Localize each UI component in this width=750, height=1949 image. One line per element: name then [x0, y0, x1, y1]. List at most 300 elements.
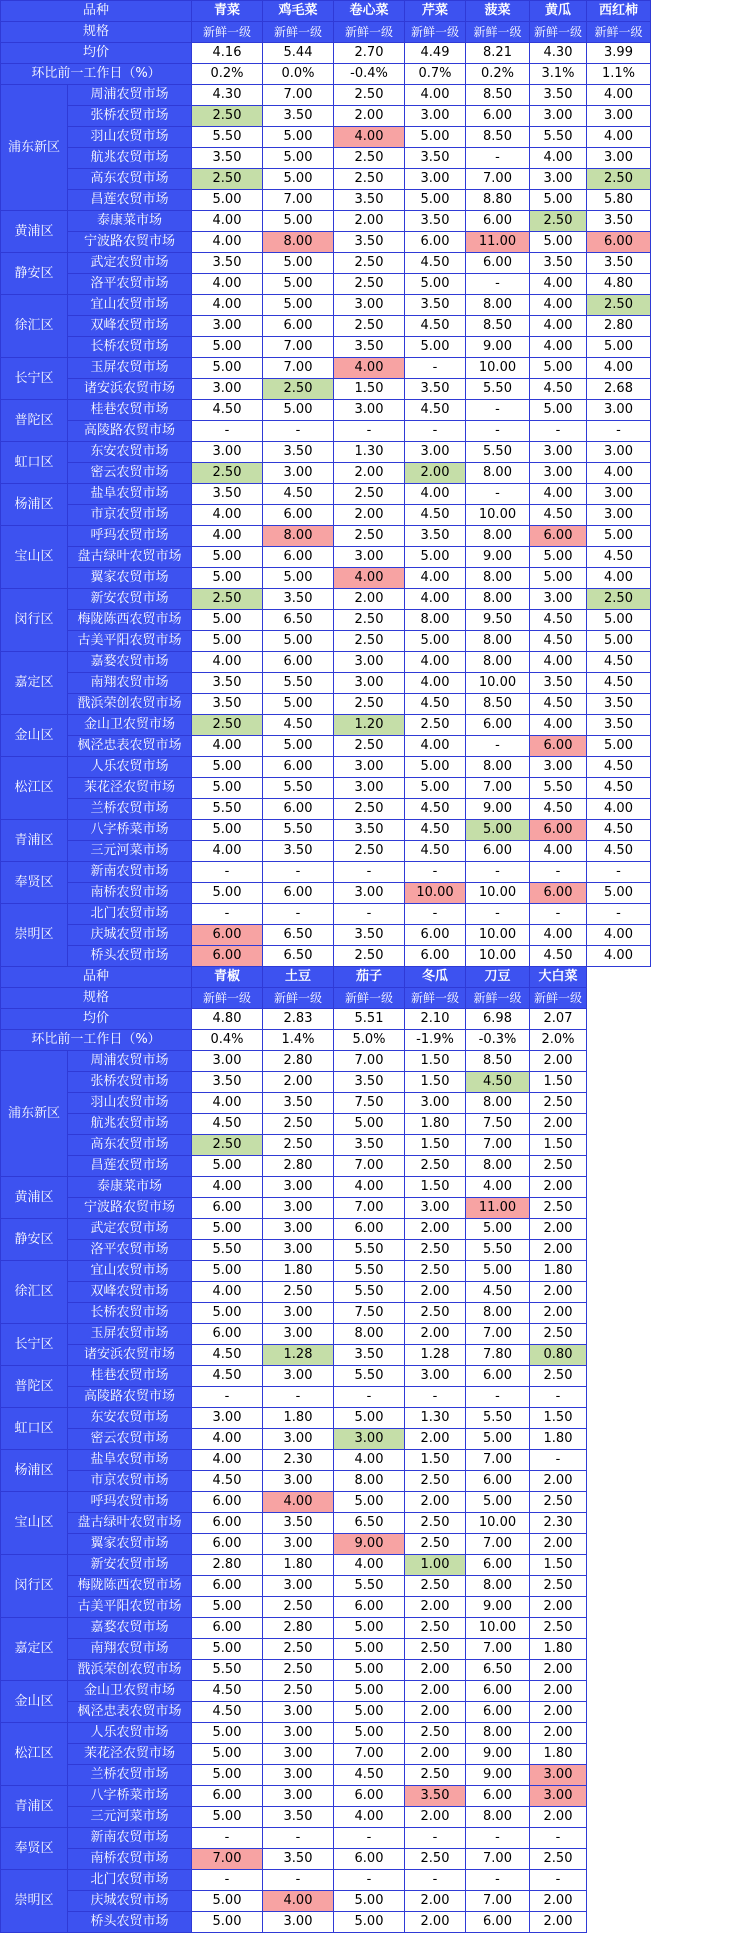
price-cell: 3.00 — [405, 1366, 466, 1387]
price-cell: 4.00 — [263, 1891, 334, 1912]
market-name: 航兆农贸市场 — [68, 148, 192, 169]
price-cell: 5.00 — [192, 1744, 263, 1765]
price-cell: - — [405, 862, 466, 883]
empty-cell — [587, 1576, 651, 1597]
price-cell: 2.80 — [192, 1555, 263, 1576]
market-row — [1, 1408, 651, 1429]
price-cell: 4.00 — [405, 589, 466, 610]
price-cell: 4.50 — [587, 547, 651, 568]
empty-cell — [587, 1366, 651, 1387]
price-cell: 4.00 — [530, 484, 587, 505]
price-cell: 2.00 — [530, 1723, 587, 1744]
price-cell: 10.00 — [466, 925, 530, 946]
empty-cell — [587, 1912, 651, 1933]
empty-cell — [587, 1450, 651, 1471]
price-cell: 2.50 — [405, 1723, 466, 1744]
market-name: 盐阜农贸市场 — [68, 484, 192, 505]
price-cell: 2.50 — [334, 169, 405, 190]
district-name: 徐汇区 — [1, 1261, 68, 1324]
market-name: 东安农贸市场 — [68, 1408, 192, 1429]
market-name: 枫泾忠表农贸市场 — [68, 736, 192, 757]
empty-cell — [587, 1324, 651, 1345]
price-cell: 8.00 — [466, 526, 530, 547]
price-cell: 8.00 — [466, 1303, 530, 1324]
price-cell: 3.00 — [587, 442, 651, 463]
price-cell: 8.00 — [466, 1807, 530, 1828]
price-cell: 8.00 — [466, 568, 530, 589]
price-cell: 3.00 — [334, 400, 405, 421]
price-cell: 4.50 — [405, 253, 466, 274]
price-cell: 5.00 — [192, 1261, 263, 1282]
price-cell: 10.00 — [466, 358, 530, 379]
price-cell: 7.00 — [466, 1891, 530, 1912]
change-value: 1.4% — [263, 1030, 334, 1051]
price-cell: 6.00 — [192, 1576, 263, 1597]
price-cell: 4.00 — [192, 1450, 263, 1471]
empty-cell — [587, 988, 651, 1009]
price-cell: 5.00 — [263, 400, 334, 421]
price-cell: 4.80 — [587, 274, 651, 295]
price-cell: 6.00 — [466, 1366, 530, 1387]
price-cell: 5.00 — [530, 400, 587, 421]
price-cell: 5.00 — [334, 1723, 405, 1744]
price-cell: 5.00 — [587, 610, 651, 631]
district-name: 闵行区 — [1, 589, 68, 652]
market-name: 南桥农贸市场 — [68, 1849, 192, 1870]
price-cell: 6.00 — [405, 232, 466, 253]
change-value: -1.9% — [405, 1030, 466, 1051]
district-name: 松江区 — [1, 757, 68, 820]
price-cell: 5.50 — [466, 1240, 530, 1261]
average-value: 4.80 — [192, 1009, 263, 1030]
product-name: 黄瓜 — [530, 1, 587, 22]
market-row — [1, 1513, 651, 1534]
market-row — [1, 1072, 651, 1093]
market-row — [1, 841, 651, 862]
price-cell: 3.50 — [405, 526, 466, 547]
price-cell: 7.00 — [466, 1135, 530, 1156]
price-cell: 3.50 — [587, 694, 651, 715]
price-cell: 6.00 — [192, 1786, 263, 1807]
market-row — [1, 652, 651, 673]
product-name: 刀豆 — [466, 967, 530, 988]
product-name: 鸡毛菜 — [263, 1, 334, 22]
price-cell: 3.00 — [334, 673, 405, 694]
market-name: 南翔农贸市场 — [68, 673, 192, 694]
change-label: 环比前一工作日（%） — [1, 64, 192, 85]
price-cell: 3.00 — [587, 148, 651, 169]
price-cell: 6.00 — [192, 1324, 263, 1345]
price-cell: 3.00 — [587, 400, 651, 421]
price-cell: 2.50 — [334, 253, 405, 274]
market-name: 新南农贸市场 — [68, 862, 192, 883]
market-name: 南翔农贸市场 — [68, 1639, 192, 1660]
price-cell: 2.50 — [334, 148, 405, 169]
price-cell: - — [192, 1828, 263, 1849]
price-cell: 3.00 — [263, 1765, 334, 1786]
market-name: 梅陇陈西农贸市场 — [68, 610, 192, 631]
empty-cell — [587, 1072, 651, 1093]
market-row — [1, 1093, 651, 1114]
price-cell: 2.50 — [334, 694, 405, 715]
price-cell: 1.50 — [530, 1135, 587, 1156]
price-cell: - — [530, 862, 587, 883]
price-cell: 1.50 — [530, 1408, 587, 1429]
price-cell: - — [334, 862, 405, 883]
price-cell: 6.00 — [405, 925, 466, 946]
price-cell: 8.00 — [466, 757, 530, 778]
price-cell: 2.80 — [263, 1051, 334, 1072]
district-name: 松江区 — [1, 1723, 68, 1786]
price-cell: 6.00 — [334, 1597, 405, 1618]
price-cell: 2.00 — [263, 1072, 334, 1093]
price-cell: 2.00 — [334, 211, 405, 232]
price-cell: 5.00 — [192, 1639, 263, 1660]
price-cell: 7.50 — [334, 1303, 405, 1324]
price-cell: 6.00 — [263, 316, 334, 337]
price-cell: 9.00 — [466, 337, 530, 358]
price-cell: 5.00 — [263, 274, 334, 295]
market-name: 诸安浜农贸市场 — [68, 379, 192, 400]
price-cell: 2.50 — [334, 799, 405, 820]
market-row — [1, 1366, 651, 1387]
price-cell: 3.00 — [530, 106, 587, 127]
price-cell: 4.50 — [530, 799, 587, 820]
change-value: 2.0% — [530, 1030, 587, 1051]
price-cell: 2.50 — [405, 1849, 466, 1870]
price-cell: 5.00 — [530, 190, 587, 211]
price-cell: 6.00 — [466, 1681, 530, 1702]
price-cell: 5.00 — [334, 1114, 405, 1135]
price-cell: 7.80 — [466, 1345, 530, 1366]
price-cell: 5.00 — [334, 1681, 405, 1702]
price-cell: 2.50 — [530, 1576, 587, 1597]
price-cell: - — [263, 1387, 334, 1408]
price-cell: - — [587, 904, 651, 925]
price-cell: 2.50 — [334, 610, 405, 631]
market-row — [1, 799, 651, 820]
spec-label: 规格 — [1, 988, 192, 1009]
price-cell: 4.00 — [587, 568, 651, 589]
price-cell: 6.00 — [192, 925, 263, 946]
price-cell: 6.00 — [192, 1534, 263, 1555]
price-cell: 4.00 — [192, 1093, 263, 1114]
price-cell: 5.00 — [263, 148, 334, 169]
price-cell: 5.00 — [334, 1639, 405, 1660]
price-cell: 3.00 — [263, 1324, 334, 1345]
average-value: 8.21 — [466, 43, 530, 64]
price-cell: 5.50 — [466, 1408, 530, 1429]
price-cell: 2.50 — [530, 1849, 587, 1870]
market-row — [1, 1240, 651, 1261]
district-name: 长宁区 — [1, 1324, 68, 1366]
price-cell: 6.00 — [466, 106, 530, 127]
price-cell: 8.00 — [466, 589, 530, 610]
price-cell: 3.00 — [530, 463, 587, 484]
product-header-row — [1, 967, 651, 988]
price-cell: 2.50 — [334, 736, 405, 757]
market-name: 宁波路农贸市场 — [68, 1198, 192, 1219]
empty-cell — [587, 1345, 651, 1366]
price-cell: 5.00 — [530, 358, 587, 379]
price-cell: 2.50 — [192, 463, 263, 484]
price-cell: - — [530, 1450, 587, 1471]
price-cell: 3.50 — [263, 1093, 334, 1114]
price-cell: - — [192, 1387, 263, 1408]
market-row — [1, 631, 651, 652]
price-cell: 8.50 — [466, 127, 530, 148]
price-cell: 2.50 — [263, 1639, 334, 1660]
price-cell: 3.50 — [405, 379, 466, 400]
price-cell: 6.00 — [466, 1912, 530, 1933]
price-cell: 3.00 — [263, 1240, 334, 1261]
price-cell: 3.50 — [334, 190, 405, 211]
market-row — [1, 379, 651, 400]
market-name: 高陵路农贸市场 — [68, 421, 192, 442]
price-cell: - — [263, 1870, 334, 1891]
price-cell: - — [466, 400, 530, 421]
price-cell: 6.50 — [466, 1660, 530, 1681]
price-cell: 5.00 — [587, 631, 651, 652]
market-name: 北门农贸市场 — [68, 904, 192, 925]
price-cell: 2.00 — [530, 1471, 587, 1492]
spec-value: 新鲜一级 — [466, 988, 530, 1009]
price-cell: 4.00 — [192, 274, 263, 295]
price-cell: 4.00 — [192, 1177, 263, 1198]
market-row — [1, 1618, 651, 1639]
market-row — [1, 1576, 651, 1597]
market-row — [1, 1702, 651, 1723]
price-cell: 8.00 — [334, 1324, 405, 1345]
price-cell: 4.00 — [530, 715, 587, 736]
price-cell: 7.00 — [263, 337, 334, 358]
price-cell: 3.00 — [530, 589, 587, 610]
price-cell: 3.50 — [192, 694, 263, 715]
price-cell: - — [466, 904, 530, 925]
price-cell: 4.00 — [192, 841, 263, 862]
price-cell: 2.50 — [530, 1366, 587, 1387]
price-cell: 6.00 — [192, 1618, 263, 1639]
price-cell: - — [192, 421, 263, 442]
average-value: 6.98 — [466, 1009, 530, 1030]
market-name: 盘古绿叶农贸市场 — [68, 547, 192, 568]
price-cell: 8.00 — [466, 652, 530, 673]
price-cell: 3.00 — [263, 1744, 334, 1765]
change-row — [1, 64, 651, 85]
price-cell: 4.50 — [530, 631, 587, 652]
price-cell: 3.00 — [405, 1093, 466, 1114]
spec-value: 新鲜一级 — [192, 22, 263, 43]
price-cell: 3.00 — [530, 442, 587, 463]
market-name: 羽山农贸市场 — [68, 127, 192, 148]
change-value: -0.4% — [334, 64, 405, 85]
price-cell: 2.00 — [405, 1912, 466, 1933]
price-cell: 3.00 — [587, 505, 651, 526]
market-row — [1, 1282, 651, 1303]
price-cell: 5.00 — [192, 1765, 263, 1786]
price-cell: 2.50 — [405, 1471, 466, 1492]
market-row — [1, 169, 651, 190]
price-cell: 3.50 — [263, 442, 334, 463]
market-row — [1, 589, 651, 610]
spec-value: 新鲜一级 — [405, 988, 466, 1009]
price-cell: - — [530, 1387, 587, 1408]
market-name: 人乐农贸市场 — [68, 757, 192, 778]
price-cell: 6.00 — [466, 253, 530, 274]
market-row — [1, 1261, 651, 1282]
price-cell: 5.00 — [466, 820, 530, 841]
price-cell: 3.50 — [263, 106, 334, 127]
price-cell: 2.50 — [530, 1492, 587, 1513]
price-cell: - — [405, 1828, 466, 1849]
price-cell: 4.50 — [334, 1765, 405, 1786]
district-name: 静安区 — [1, 1219, 68, 1261]
price-cell: 3.50 — [334, 232, 405, 253]
spec-value: 新鲜一级 — [263, 988, 334, 1009]
product-name: 芹菜 — [405, 1, 466, 22]
price-cell: 10.00 — [466, 505, 530, 526]
price-cell: 4.50 — [587, 841, 651, 862]
price-cell: - — [405, 1387, 466, 1408]
price-cell: 3.50 — [334, 925, 405, 946]
price-cell: 2.00 — [405, 1492, 466, 1513]
price-cell: 4.50 — [192, 1471, 263, 1492]
price-cell: 3.00 — [263, 1534, 334, 1555]
price-cell: 3.50 — [587, 253, 651, 274]
price-cell: 3.00 — [334, 757, 405, 778]
price-cell: 3.50 — [334, 1135, 405, 1156]
price-cell: 4.50 — [405, 505, 466, 526]
price-cell: 2.00 — [405, 1744, 466, 1765]
price-cell: 2.50 — [263, 1282, 334, 1303]
price-cell: 1.50 — [405, 1450, 466, 1471]
price-cell: - — [192, 904, 263, 925]
price-cell: 5.50 — [334, 1240, 405, 1261]
empty-cell — [587, 1492, 651, 1513]
market-row — [1, 1219, 651, 1240]
price-cell: 6.50 — [263, 610, 334, 631]
price-cell: 7.00 — [263, 190, 334, 211]
market-name: 武定农贸市场 — [68, 253, 192, 274]
price-cell: 2.50 — [405, 1534, 466, 1555]
price-cell: 3.00 — [530, 757, 587, 778]
market-name: 长桥农贸市场 — [68, 337, 192, 358]
market-name: 呼玛农贸市场 — [68, 1492, 192, 1513]
price-cell: 3.00 — [263, 1702, 334, 1723]
market-name: 金山卫农贸市场 — [68, 715, 192, 736]
market-row — [1, 442, 651, 463]
district-name: 崇明区 — [1, 904, 68, 967]
price-cell: 4.00 — [405, 484, 466, 505]
price-cell: 7.00 — [466, 169, 530, 190]
price-cell: 4.50 — [192, 400, 263, 421]
price-cell: 4.50 — [405, 841, 466, 862]
market-name: 金山卫农贸市场 — [68, 1681, 192, 1702]
price-cell: 2.50 — [334, 316, 405, 337]
price-cell: 5.00 — [466, 1429, 530, 1450]
market-row — [1, 484, 651, 505]
market-row — [1, 862, 651, 883]
price-cell: 8.50 — [466, 85, 530, 106]
price-cell: 8.00 — [466, 463, 530, 484]
district-name: 金山区 — [1, 715, 68, 757]
price-cell: - — [405, 358, 466, 379]
market-name: 枫泾忠表农贸市场 — [68, 1702, 192, 1723]
district-name: 黄浦区 — [1, 1177, 68, 1219]
district-name: 普陀区 — [1, 1366, 68, 1408]
price-cell: 5.00 — [192, 1807, 263, 1828]
price-cell: 2.50 — [334, 274, 405, 295]
price-cell: 9.00 — [466, 547, 530, 568]
price-cell: 9.50 — [466, 610, 530, 631]
market-row — [1, 295, 651, 316]
market-name: 洛平农贸市场 — [68, 274, 192, 295]
market-name: 武定农贸市场 — [68, 1219, 192, 1240]
price-cell: - — [405, 1870, 466, 1891]
price-cell: 4.50 — [530, 505, 587, 526]
price-cell: 5.00 — [263, 736, 334, 757]
price-cell: 4.00 — [530, 316, 587, 337]
empty-cell — [587, 1828, 651, 1849]
price-cell: 1.50 — [334, 379, 405, 400]
price-cell: 4.00 — [192, 652, 263, 673]
market-name: 新安农贸市场 — [68, 1555, 192, 1576]
market-name: 茉花泾农贸市场 — [68, 1744, 192, 1765]
empty-cell — [587, 1219, 651, 1240]
market-row — [1, 190, 651, 211]
price-cell: 5.00 — [263, 127, 334, 148]
change-value: 0.2% — [192, 64, 263, 85]
price-cell: 4.50 — [587, 652, 651, 673]
market-row — [1, 883, 651, 904]
price-cell: 8.00 — [466, 1156, 530, 1177]
spec-value: 新鲜一级 — [466, 22, 530, 43]
market-name: 张桥农贸市场 — [68, 1072, 192, 1093]
price-cell: 5.00 — [587, 337, 651, 358]
price-cell: 2.00 — [530, 1240, 587, 1261]
market-row — [1, 1891, 651, 1912]
product-name: 菠菜 — [466, 1, 530, 22]
price-cell: 2.00 — [405, 463, 466, 484]
price-cell: 3.00 — [192, 379, 263, 400]
price-cell: 4.50 — [263, 715, 334, 736]
market-row — [1, 232, 651, 253]
price-cell: 6.50 — [263, 925, 334, 946]
price-cell: 4.00 — [334, 568, 405, 589]
price-cell: 8.00 — [263, 526, 334, 547]
price-cell: 3.50 — [405, 211, 466, 232]
market-name: 泰康菜市场 — [68, 1177, 192, 1198]
price-cell: 7.00 — [192, 1849, 263, 1870]
price-cell: 2.00 — [530, 1177, 587, 1198]
price-cell: 3.50 — [405, 295, 466, 316]
spec-label: 规格 — [1, 22, 192, 43]
price-cell: 3.00 — [263, 1723, 334, 1744]
market-name: 周浦农贸市场 — [68, 85, 192, 106]
market-row — [1, 106, 651, 127]
average-row — [1, 1009, 651, 1030]
empty-cell — [587, 1198, 651, 1219]
price-cell: 2.50 — [263, 1135, 334, 1156]
empty-cell — [587, 1702, 651, 1723]
market-row — [1, 736, 651, 757]
change-value: 5.0% — [334, 1030, 405, 1051]
price-cell: 4.00 — [192, 1282, 263, 1303]
district-name: 杨浦区 — [1, 484, 68, 526]
market-name: 桂巷农贸市场 — [68, 400, 192, 421]
price-cell: 4.00 — [587, 946, 651, 967]
price-cell: 3.00 — [530, 1786, 587, 1807]
